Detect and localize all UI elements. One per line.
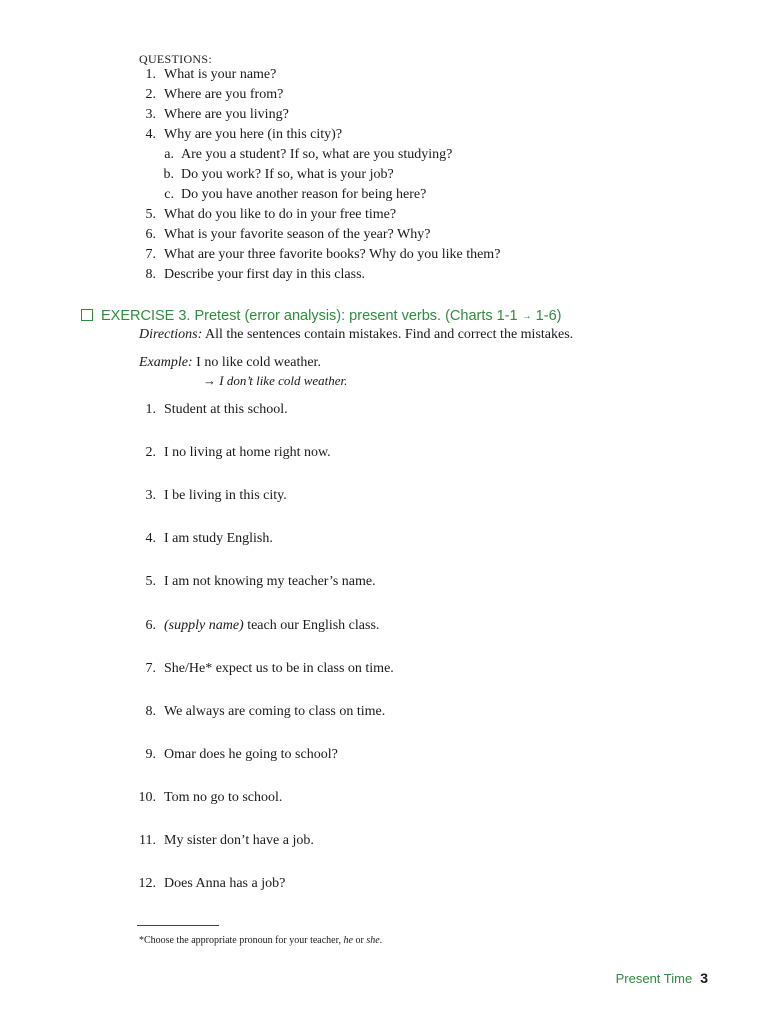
footnote-rule bbox=[137, 925, 219, 926]
footnote: *Choose the appropriate pronoun for your teacher, he or she. bbox=[139, 935, 383, 946]
page-footer bbox=[616, 970, 708, 986]
example-answer: → I don’t like cold weather. bbox=[203, 373, 348, 388]
arrow-right-icon: → bbox=[521, 311, 532, 322]
arrow-right-icon: → bbox=[203, 373, 216, 388]
example-sentence: Example: I no like cold weather. bbox=[139, 355, 321, 370]
exercise-directions: Directions: All the sentences contain mistakes. Find and correct the mistakes. bbox=[139, 327, 574, 342]
exercise-title: EXERCISE 3. Pretest (error analysis): present verbs. (Charts 1-1 → 1-6) bbox=[81, 308, 561, 324]
section-title: Present Time bbox=[615, 971, 693, 986]
page-number: 3 bbox=[700, 970, 708, 986]
questions-heading: QUESTIONS: bbox=[139, 52, 213, 66]
exercise-checkbox[interactable] bbox=[81, 309, 93, 321]
